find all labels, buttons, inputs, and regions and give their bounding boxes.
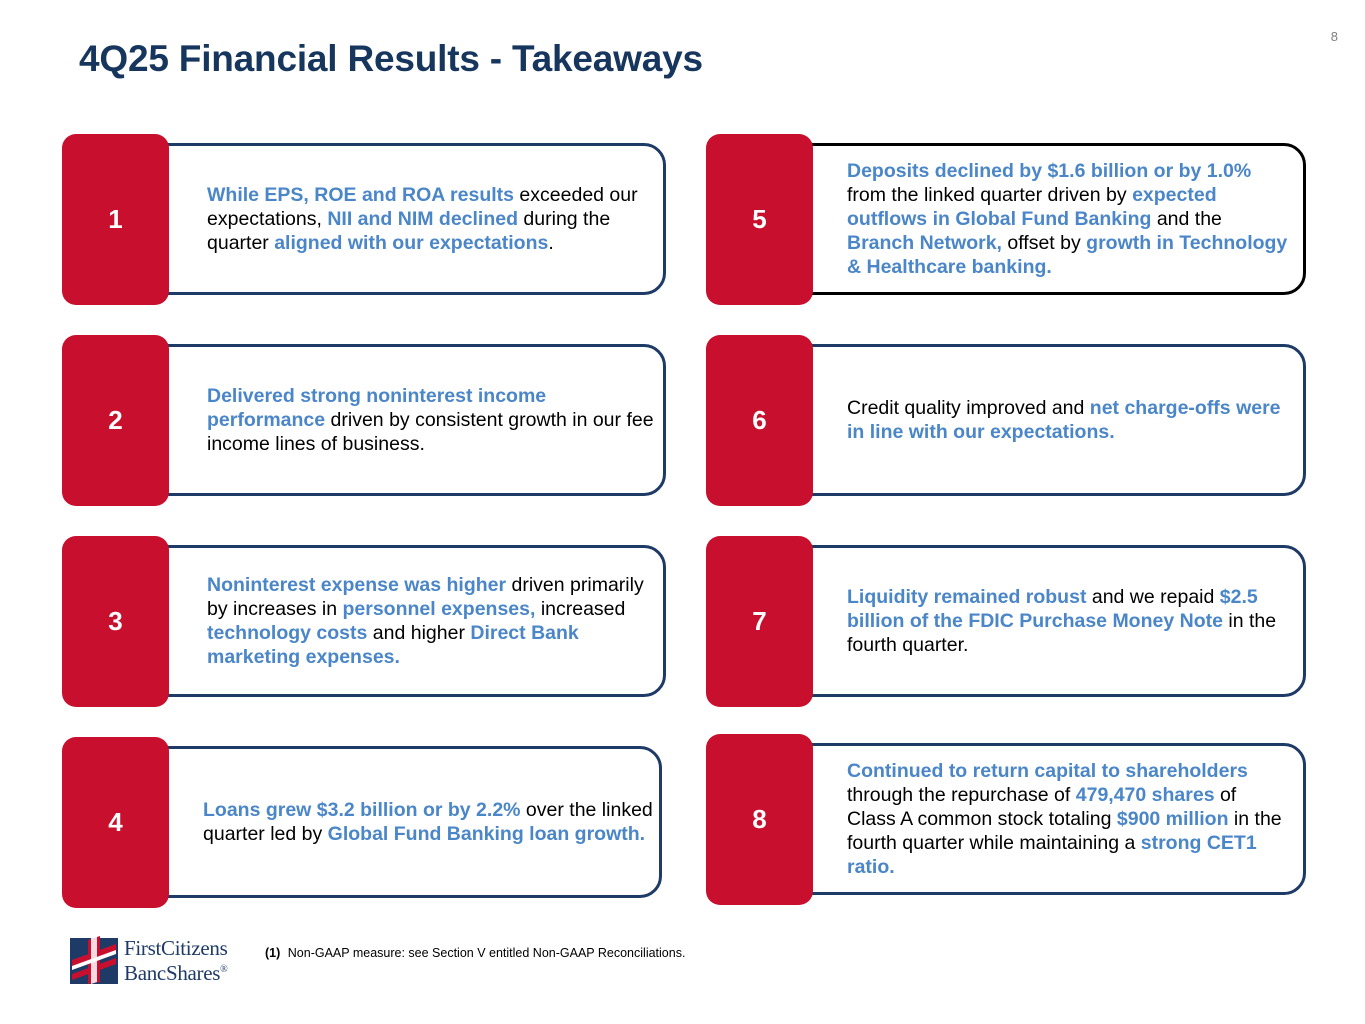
highlight-text: aligned with our expectations (274, 232, 549, 254)
company-logo (70, 930, 260, 988)
logo-wordmark (124, 937, 227, 984)
body-text: of Class A common stock totaling (847, 784, 1237, 830)
body-text: in the fourth quarter. (847, 610, 1277, 656)
highlight-text: Noninterest expense was higher (207, 574, 507, 596)
footnote-text: Non-GAAP measure: see Section V entitled Non-GAAP Reconciliations. (287, 946, 686, 960)
highlight-text: strong CET1 ratio. (847, 832, 1257, 878)
page-title: 4Q25 Financial Results - Takeaways (79, 38, 703, 79)
highlight-text: technology costs (207, 622, 368, 644)
takeaway-text (847, 545, 1310, 697)
highlight-text: $2.5 billion of the FDIC Purchase Money Note (847, 586, 1258, 632)
body-text: increased (535, 598, 626, 620)
body-text: driven by consistent growth in our fee income lines of business. (207, 409, 654, 455)
takeaway-text (847, 743, 1290, 895)
footnote-marker: (1) (265, 946, 281, 960)
highlight-text: $900 million (1116, 808, 1229, 830)
takeaway-card-3 (62, 536, 666, 707)
footnote (265, 946, 685, 960)
takeaway-card-1 (62, 134, 666, 305)
takeaway-number: 3 (62, 536, 169, 707)
body-text: from the linked quarter driven by (847, 184, 1133, 206)
body-text: and the (1151, 208, 1222, 230)
highlight-text: Global Fund Banking loan growth. (327, 823, 646, 845)
body-text: and higher (367, 622, 471, 644)
takeaway-card-2 (62, 335, 666, 506)
takeaway-number: 7 (706, 536, 813, 707)
takeaway-card-4 (62, 737, 666, 908)
logo-line-1: FirstCitizens (124, 936, 228, 960)
highlight-text: net charge-offs were in line with our expectations. (847, 397, 1281, 443)
highlight-text: Delivered strong noninterest income performance (207, 385, 547, 431)
highlight-text: Direct Bank marketing expenses. (207, 622, 579, 668)
takeaway-text (207, 545, 656, 697)
page-number: 8 (1330, 29, 1338, 44)
body-text: driven primarily by increases in (207, 574, 644, 620)
body-text: and we repaid (1086, 586, 1220, 608)
takeaway-text (847, 143, 1288, 295)
body-text: offset by (1001, 232, 1087, 254)
highlight-text: Loans grew $3.2 billion or by 2.2% (203, 799, 521, 821)
body-text: in the fourth quarter while maintaining a (847, 808, 1282, 854)
body-text: exceeded our expectations, (207, 184, 638, 230)
flag-logo-icon (70, 930, 122, 984)
highlight-text: While EPS, ROE and ROA results (207, 184, 515, 206)
body-text: . (548, 232, 554, 254)
takeaway-number: 6 (706, 335, 813, 506)
takeaway-card-7 (706, 536, 1310, 707)
body-text: through the repurchase of (847, 784, 1076, 806)
takeaway-number: 5 (706, 134, 813, 305)
takeaway-text (203, 746, 656, 898)
takeaway-text (207, 344, 656, 496)
highlight-text: personnel expenses, (342, 598, 536, 620)
takeaway-number: 2 (62, 335, 169, 506)
takeaway-text (847, 344, 1288, 496)
body-text: during the quarter (207, 208, 611, 254)
highlight-text: growth in Technology & Healthcare banking. (847, 232, 1288, 278)
takeaway-number: 4 (62, 737, 169, 908)
highlight-text: Liquidity remained robust (847, 586, 1087, 608)
highlight-text: Continued to return capital to shareholders (847, 760, 1248, 782)
highlight-text: NII and NIM declined (327, 208, 519, 230)
highlight-text: 479,470 shares (1075, 784, 1215, 806)
takeaway-card-6 (706, 335, 1310, 506)
takeaway-text (207, 143, 656, 295)
logo-line-2: BancShares® (124, 961, 228, 985)
body-text: over the linked quarter led by (203, 799, 653, 845)
takeaway-card-5 (706, 134, 1310, 305)
highlight-text: Deposits declined by $1.6 billion or by 1.0% (847, 160, 1252, 182)
body-text: Credit quality improved and (847, 397, 1090, 419)
highlight-text: Branch Network, (847, 232, 1002, 254)
takeaway-number: 1 (62, 134, 169, 305)
highlight-text: expected outflows in Global Fund Banking (847, 184, 1217, 230)
takeaway-card-8 (706, 734, 1310, 905)
takeaway-number: 8 (706, 734, 813, 905)
